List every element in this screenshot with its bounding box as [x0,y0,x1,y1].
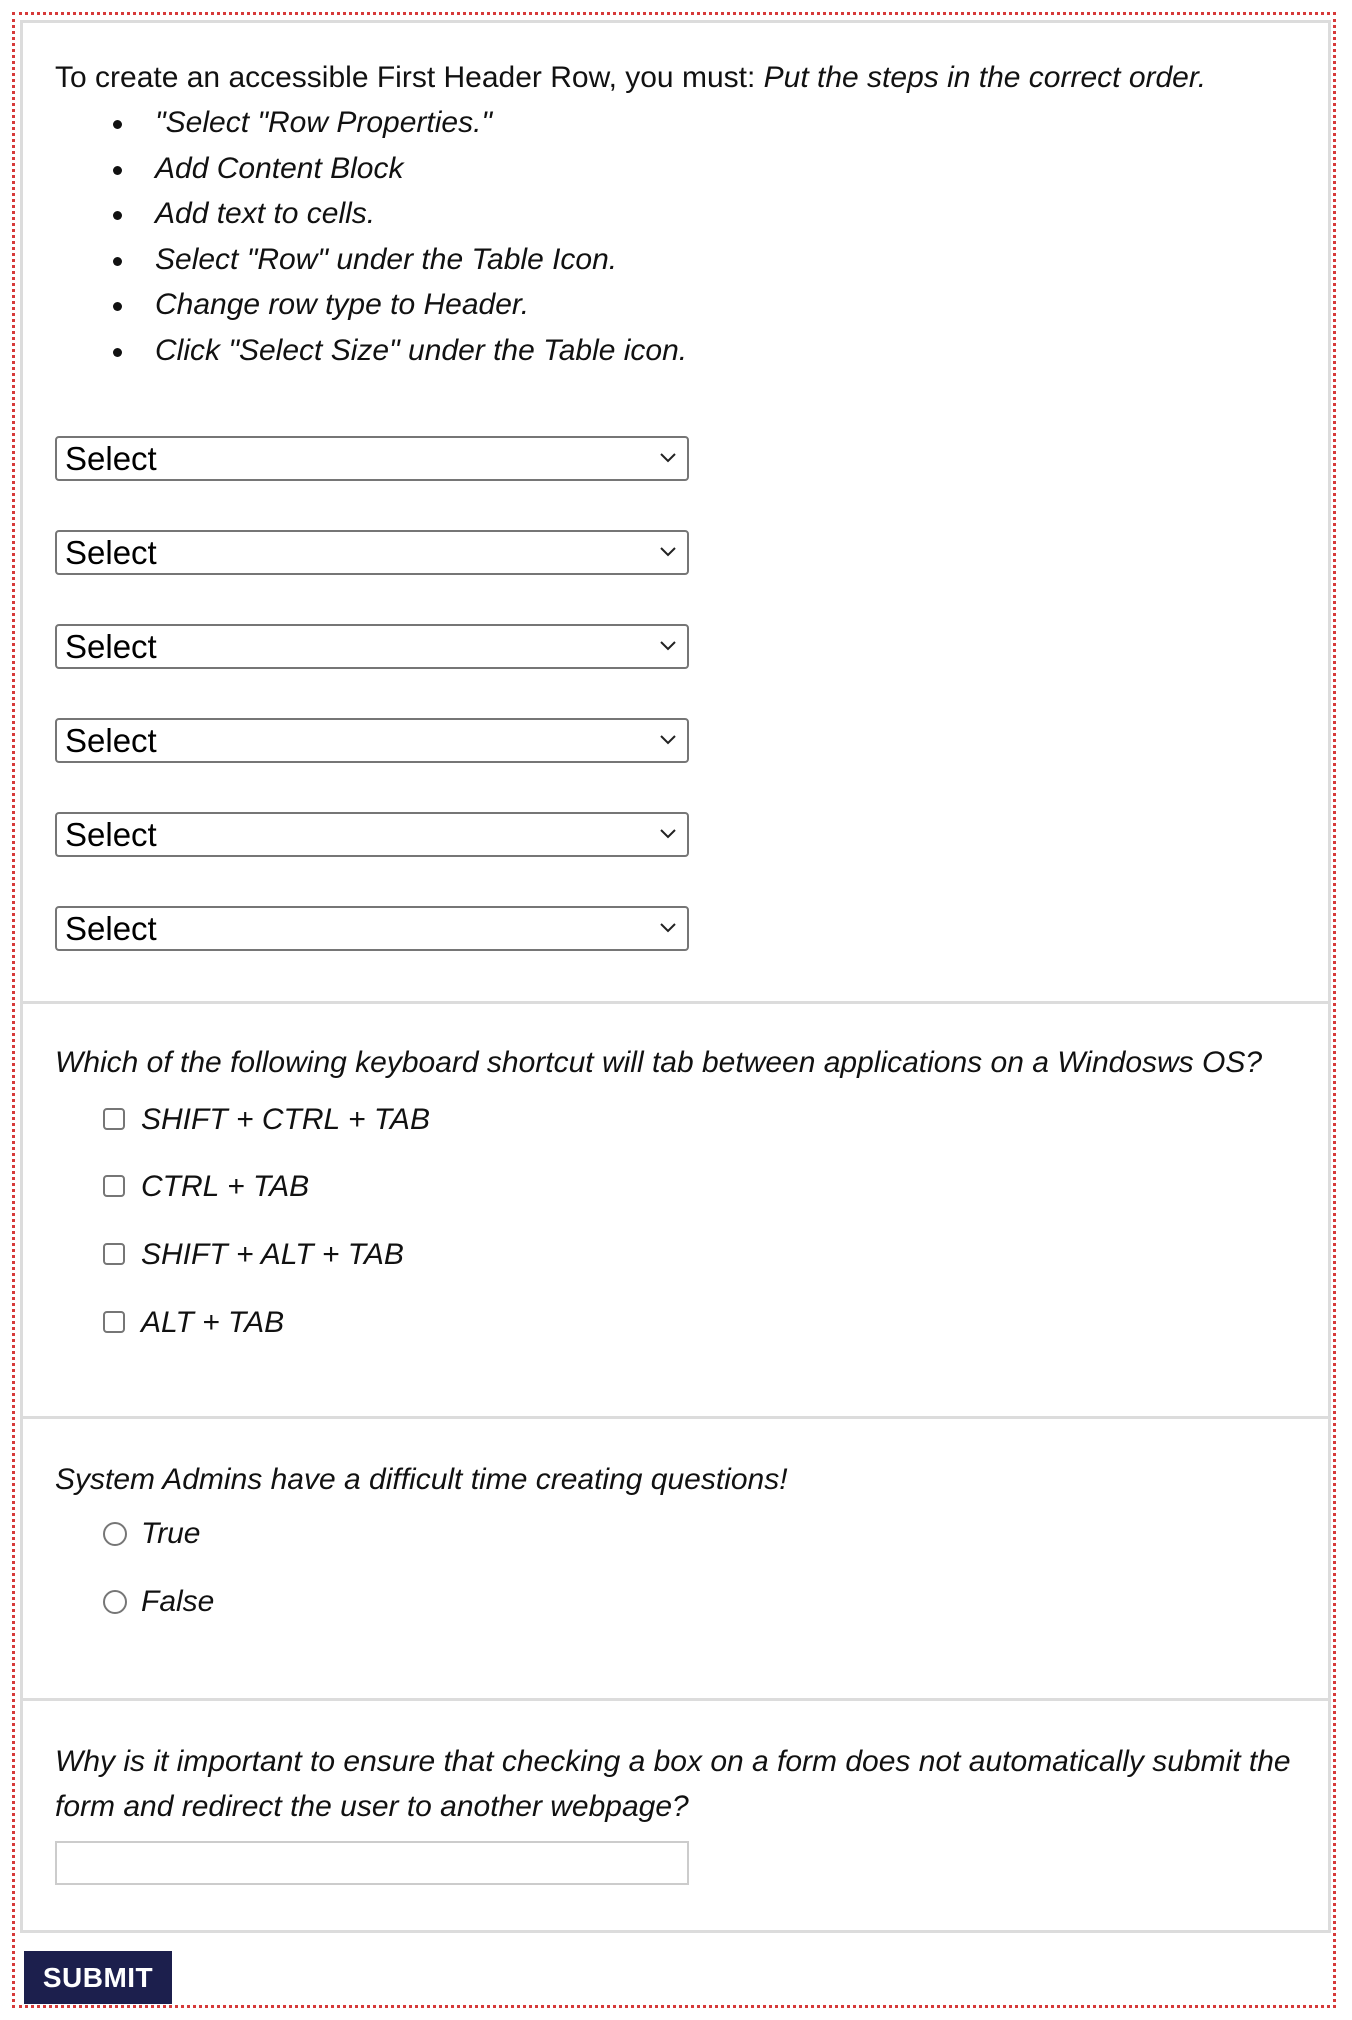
chevron-down-icon [659,731,677,749]
prompt-text: To create an accessible First Header Row, you must: [55,61,764,94]
chevron-down-icon [659,825,677,843]
question-card-shortcut [20,1001,1331,1419]
question-prompt: Which of the following keyboard shortcut will tab between applications on a Windosws OS? [55,1046,1263,1079]
step-item: Change row type to Header. [103,282,687,328]
question-card-free-text [20,1698,1331,1933]
checkbox[interactable] [103,1108,125,1130]
step-item: Click "Select Size" under the Table icon. [103,328,687,374]
step-item: Select "Row" under the Table Icon. [103,237,687,283]
checkbox[interactable] [103,1311,125,1333]
option-label: SHIFT + ALT + TAB [141,1238,404,1271]
option-label: True [141,1517,201,1550]
order-select-4[interactable] [55,718,689,763]
question-card-true-false [20,1416,1331,1701]
question-prompt [55,55,1206,100]
chevron-down-icon [659,919,677,937]
select-value: Select [65,534,157,571]
step-item: "Select "Row Properties." [103,100,687,146]
order-select-2[interactable] [55,530,689,575]
select-value: Select [65,910,157,947]
order-select-5[interactable] [55,812,689,857]
checkbox[interactable] [103,1175,125,1197]
question-prompt: Why is it important to ensure that checking a box on a form does not automatically submit the form and redirect the user to another webpage? [55,1745,1291,1823]
steps-list [103,100,687,373]
submit-button[interactable]: SUBMIT [24,1951,172,2004]
checkbox[interactable] [103,1243,125,1265]
radio-button[interactable] [103,1522,127,1546]
select-value: Select [65,816,157,853]
question-card-ordering [20,20,1331,1004]
select-value: Select [65,628,157,665]
order-select-1[interactable] [55,436,689,481]
option-label: SHIFT + CTRL + TAB [141,1103,430,1136]
chevron-down-icon [659,637,677,655]
chevron-down-icon [659,543,677,561]
step-item: Add Content Block [103,146,687,192]
answer-input[interactable] [55,1841,689,1885]
select-value: Select [65,722,157,759]
option-label: CTRL + TAB [141,1170,310,1203]
select-value: Select [65,440,157,477]
chevron-down-icon [659,449,677,467]
radio-button[interactable] [103,1590,127,1614]
order-select-6[interactable] [55,906,689,951]
option-label: ALT + TAB [141,1306,285,1339]
option-label: False [141,1585,215,1618]
prompt-instruction: Put the steps in the correct order. [763,61,1207,94]
question-prompt: System Admins have a difficult time creating questions! [55,1463,788,1496]
order-select-3[interactable] [55,624,689,669]
step-item: Add text to cells. [103,191,687,237]
